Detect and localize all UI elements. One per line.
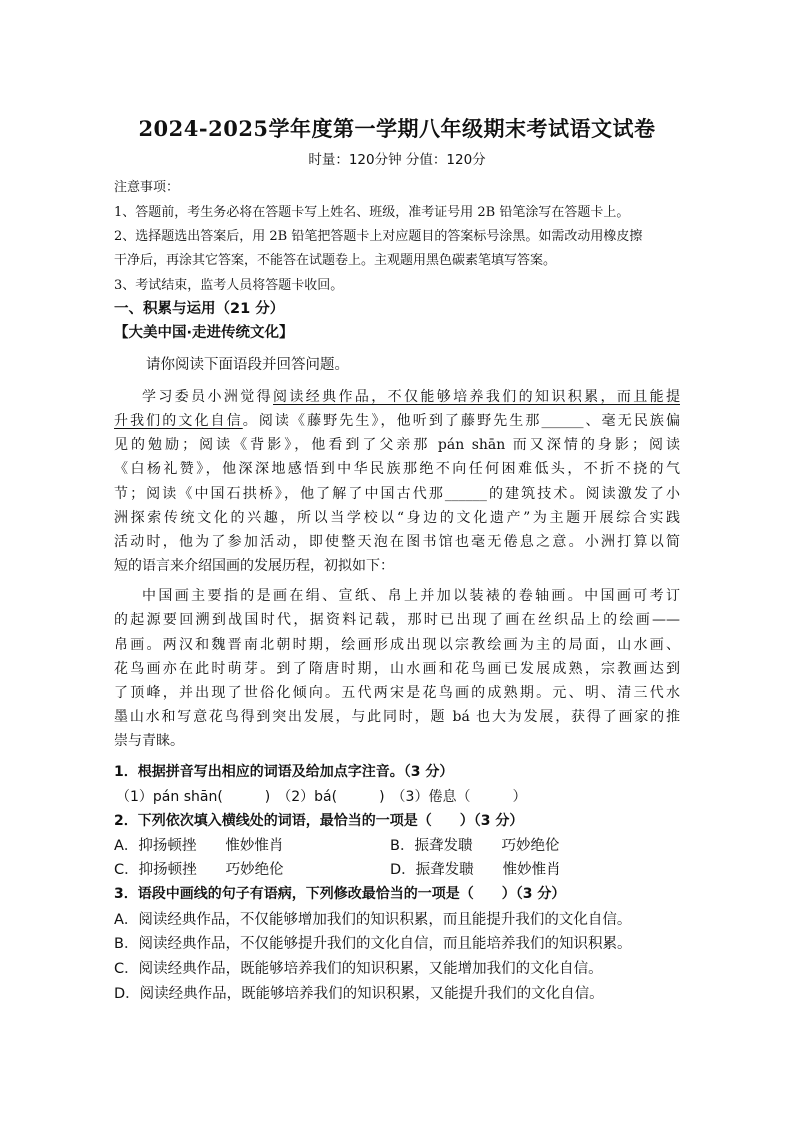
question-2-stem: 2．下列依次填入横线处的词语，最恰当的一项是（ ）（3 分） — [114, 813, 524, 829]
note-item-1: 1、答题前，考生务必将在答题卡写上姓名、班级，准考证号用 2B 铅笔涂写在答题卡上。 — [114, 205, 630, 220]
passage-line: 帛画。两汉和魏晋南北朝时期，绘画形成出现以宗教绘画为主的局面，山水画、 — [114, 637, 680, 653]
passage-line: 升我们的文化自信。阅读《藤野先生》，他听到了藤野先生那______、毫无民族偏 — [114, 413, 681, 429]
exam-title: 2024-2025学年度第一学期八年级期末考试语文试卷 — [138, 116, 656, 141]
question-2-option-c: C．抑扬顿挫 巧妙绝伦 — [114, 862, 284, 878]
underlined-sentence: 升我们的文化自信 — [114, 413, 243, 429]
passage-line: 《白杨礼赞》，他深深地感悟到中华民族那绝不向任何困难低头，不折不挠的气 — [114, 461, 680, 477]
question-1-blanks: （1）pán shān( ) （2）bá( ) （3）倦息（ ） — [116, 789, 527, 805]
passage-line: 见的勉励；阅读《背影》，他看到了父亲那 pán shān 而又深情的身影；阅读 — [114, 437, 680, 453]
note-item-3: 3、考试结束，监考人员将答题卡收回。 — [114, 278, 344, 293]
passage-line: 学习委员小洲觉得阅读经典作品，不仅能够培养我们的知识积累，而且能提 — [142, 389, 680, 405]
question-3-option-b: B．阅读经典作品，不仅能够提升我们的文化自信，而且能培养我们的知识积累。 — [114, 936, 632, 952]
exam-duration-score: 时量：120分钟 分值：120分 — [308, 152, 486, 168]
note-item-2-cont: 干净后，再涂其它答案，不能答在试题卷上。主观题用黑色碳素笔填写答案。 — [114, 253, 557, 268]
question-3-option-d: D．阅读经典作品，既能够培养我们的知识积累，又能提升我们的文化自信。 — [114, 986, 604, 1002]
question-3-option-c: C．阅读经典作品，既能够培养我们的知识积累，又能增加我们的文化自信。 — [114, 961, 603, 977]
question-3-option-a: A．阅读经典作品，不仅能够增加我们的知识积累，而且能提升我们的文化自信。 — [114, 912, 632, 928]
notes-heading: 注意事项： — [114, 180, 180, 195]
passage-line: 花鸟画亦在此时萌芽。到了隋唐时期，山水画和花鸟画已发展成熟，宗教画达到 — [114, 661, 680, 677]
topic-heading: 【大美中国·走进传统文化】 — [114, 325, 294, 341]
question-2-option-d: D．振聋发聩 惟妙惟肖 — [390, 862, 561, 878]
note-item-2: 2、选择题选出答案后，用 2B 铅笔把答题卡上对应题目的答案标号涂黑。如需改动用橡皮擦 — [114, 229, 643, 244]
passage-line: 的起源要回溯到战国时代，据资料记载，那时已出现了画在丝织品上的绘画—— — [114, 612, 680, 628]
passage-line: 墨山水和写意花鸟得到突出发展，与此同时，题 bá 也大为发展，获得了画家的推 — [114, 709, 680, 725]
passage-line: 活动时，他为了参加活动，即使整天泡在图书馆也毫无倦息之意。小洲打算以简 — [114, 534, 680, 550]
underlined-sentence: 阅读经典作品，不仅能够培养我们的知识积累，而且能提 — [273, 389, 680, 405]
question-2-option-b: B．振聋发聩 巧妙绝伦 — [390, 838, 560, 854]
question-1-stem: 1．根据拼音写出相应的词语及给加点字注音。（3 分） — [114, 764, 454, 780]
passage-line: 节；阅读《中国石拱桥》，他了解了中国古代那______的建筑技术。阅读激发了小 — [114, 486, 680, 502]
passage-line: 中国画主要指的是画在绢、宣纸、帛上并加以装裱的卷轴画。中国画可考订 — [142, 588, 680, 604]
passage-line: 洲探索传统文化的兴趣，所以当学校以“身边的文化遗产”为主题开展综合实践 — [114, 510, 680, 526]
question-3-stem: 3．语段中画线的句子有语病，下列修改最恰当的一项是（ ）（3 分） — [114, 886, 566, 902]
section-heading: 一、积累与运用（21 分） — [114, 301, 285, 317]
question-2-option-a: A．抑扬顿挫 惟妙惟肖 — [114, 838, 284, 854]
passage-line: 了顶峰，并出现了世俗化倾向。五代两宋是花鸟画的成熟期。元、明、清三代水 — [114, 685, 680, 701]
passage-line: 崇与青睐。 — [114, 733, 184, 749]
reading-instruction: 请你阅读下面语段并回答问题。 — [146, 357, 349, 373]
passage-line: 短的语言来介绍国画的发展历程，初拟如下： — [114, 558, 394, 574]
